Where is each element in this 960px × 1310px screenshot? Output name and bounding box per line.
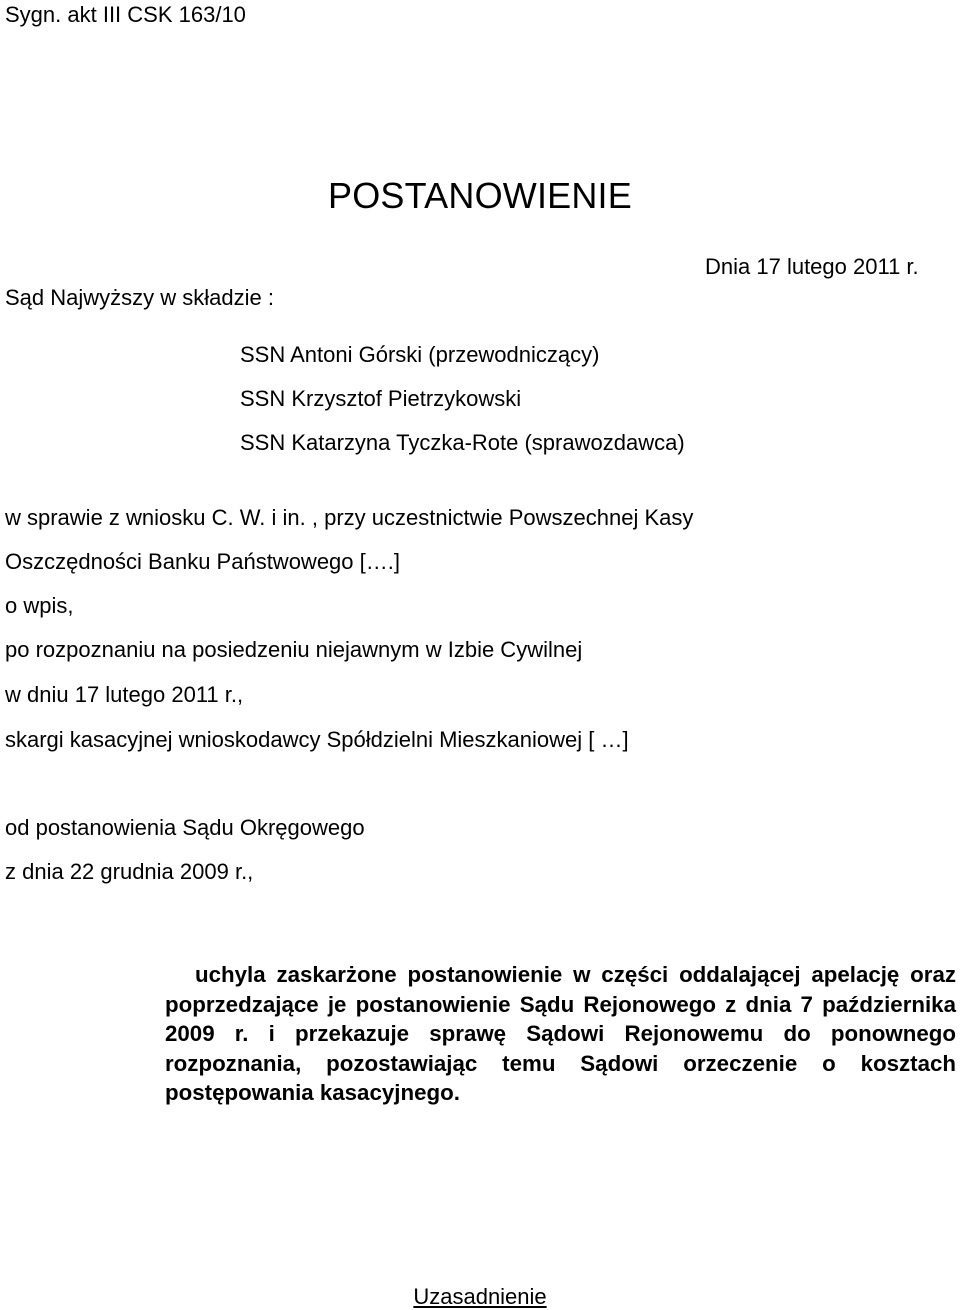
court-label: Sąd Najwyższy w składzie : [5,285,274,310]
case-line: od postanowienia Sądu Okręgowego [5,815,365,840]
case-signature: Sygn. akt III CSK 163/10 [5,2,246,27]
case-line: Oszczędności Banku Państwowego [….] [5,549,400,574]
judge-presiding: SSN Antoni Górski (przewodniczący) [240,342,600,367]
case-line: z dnia 22 grudnia 2009 r., [5,859,254,884]
case-line: o wpis, [5,593,74,618]
justification-heading: Uzasadnienie [413,1284,547,1309]
document-title: POSTANOWIENIE [328,175,632,216]
decision-date: Dnia 17 lutego 2011 r. [705,254,919,279]
ruling-paragraph: uchyla zaskarżone postanowienie w części oddalającej apelację oraz poprzedzające je postanowienie Sądu Rejonowego z dnia 7 października 2009 r. i przekazuje sprawę Sądowi Rejonowemu do ponownego rozpoznania, pozostawiając temu Sądowi orzeczenie o kosztach postępowania kasacyjnego. [165,962,956,1106]
case-line: w dniu 17 lutego 2011 r., [5,682,244,707]
case-line: skargi kasacyjnej wnioskodawcy Spółdzielni Mieszkaniowej [ …] [5,727,629,752]
case-line: w sprawie z wniosku C. W. i in. , przy uczestnictwie Powszechnej Kasy [5,505,694,530]
judge-member: SSN Krzysztof Pietrzykowski [240,386,522,411]
case-line: po rozpoznaniu na posiedzeniu niejawnym w Izbie Cywilnej [5,637,583,662]
judge-rapporteur: SSN Katarzyna Tyczka-Rote (sprawozdawca) [240,430,685,455]
